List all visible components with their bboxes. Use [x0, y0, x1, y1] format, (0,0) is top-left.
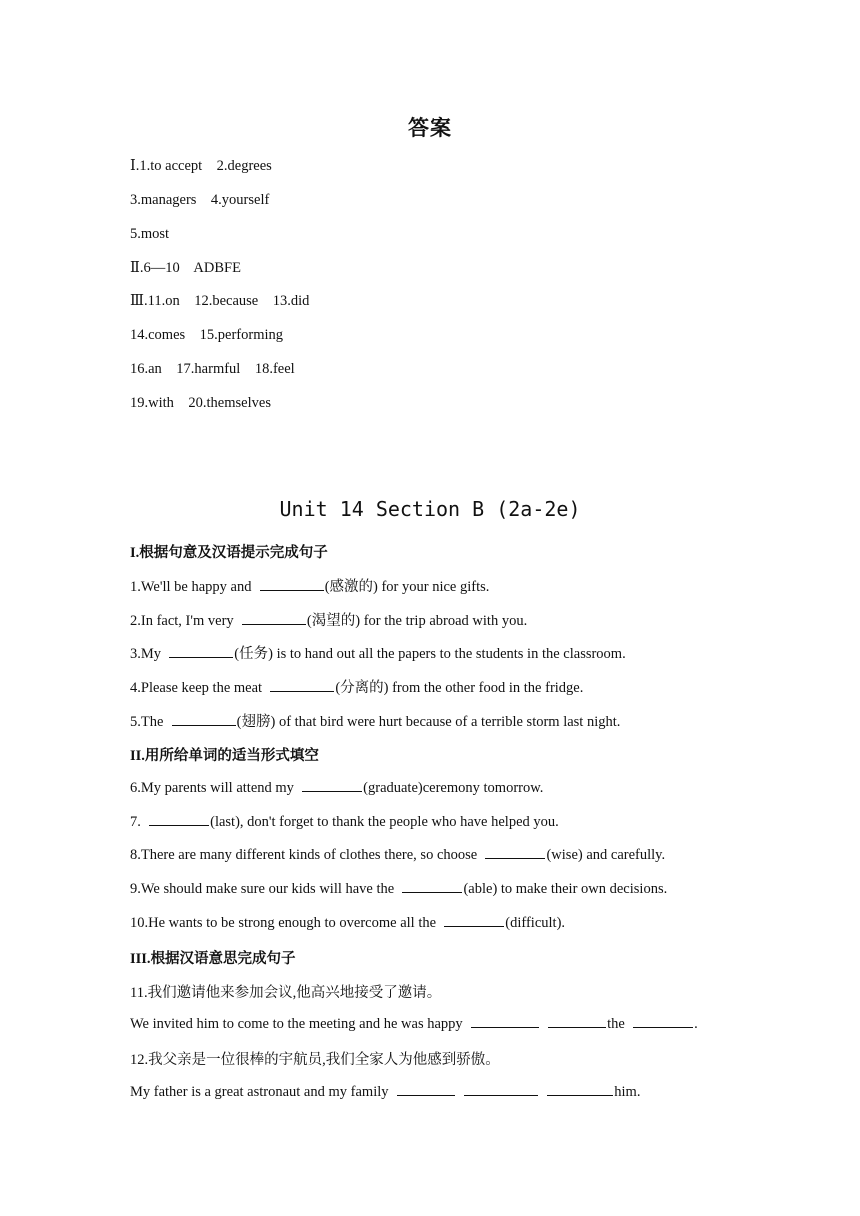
section-heading — [130, 541, 328, 562]
question-text: 7. — [130, 814, 149, 830]
question-line — [130, 1082, 640, 1101]
answer-line: Ⅰ.1.to accept 2.degrees — [130, 158, 272, 174]
question-text: him. — [614, 1084, 641, 1100]
question-text: (翅膀) of that bird were hurt because of a terrible storm last night. — [236, 714, 621, 730]
section-heading — [130, 947, 296, 968]
answer-blank[interactable] — [397, 1082, 455, 1096]
question-line — [130, 1014, 698, 1033]
section-heading-text: 用所给单词的适当形式填空 — [144, 748, 319, 764]
question-text: My father is a great astronaut and my family — [130, 1084, 396, 1100]
answer-blank[interactable] — [402, 879, 462, 893]
question-chinese: 12.我父亲是一位很棒的宇航员,我们全家人为他感到骄傲。 — [130, 1052, 500, 1068]
answer-blank[interactable] — [548, 1014, 606, 1028]
question-text: (感激的) for your nice gifts. — [324, 579, 490, 595]
question-text: (渴望的) for the trip abroad with you. — [306, 613, 528, 629]
section-heading — [130, 744, 319, 765]
question-text: 8.There are many different kinds of clothes there, so choose — [130, 847, 485, 863]
section-heading-text: 根据句意及汉语提示完成句子 — [139, 545, 328, 561]
question-line — [130, 778, 543, 797]
question-text: (任务) is to hand out all the papers to the students in the classroom. — [234, 646, 626, 662]
question-text: We invited him to come to the meeting and he was happy — [130, 1016, 470, 1032]
question-line — [130, 676, 583, 697]
question-text: 6.My parents will attend my — [130, 780, 302, 796]
answer-title: 答案 — [408, 116, 452, 140]
answer-blank[interactable] — [169, 644, 233, 658]
question-text: (分离的) from the other food in the fridge. — [335, 680, 584, 696]
answer-line: 16.an 17.harmful 18.feel — [130, 361, 295, 377]
question-line — [130, 575, 489, 596]
question-line — [130, 642, 626, 663]
question-line — [130, 812, 559, 831]
question-line — [130, 845, 665, 864]
answer-line: Ⅱ.6—10 ADBFE — [130, 260, 241, 276]
section-number: III. — [130, 951, 151, 967]
answer-blank[interactable] — [444, 913, 504, 927]
question-text: . — [694, 1016, 698, 1032]
answer-line: 5.most — [130, 226, 170, 242]
answer-line: 14.comes 15.performing — [130, 327, 284, 343]
answer-blank[interactable] — [270, 678, 334, 692]
answer-blank[interactable] — [633, 1014, 693, 1028]
question-chinese: 11.我们邀请他来参加会议,他高兴地接受了邀请。 — [130, 985, 442, 1001]
answer-line: 3.managers 4.yourself — [130, 192, 270, 208]
answer-blank[interactable] — [260, 577, 324, 591]
question-text: 9.We should make sure our kids will have the — [130, 881, 402, 897]
question-text: 2.In fact, I'm very — [130, 613, 241, 629]
question-line — [130, 710, 620, 731]
answer-blank[interactable] — [547, 1082, 613, 1096]
question-text: 5.The — [130, 714, 171, 730]
answer-blank[interactable] — [242, 611, 306, 625]
question-line — [130, 913, 565, 932]
answer-blank[interactable] — [471, 1014, 539, 1028]
question-text: (difficult). — [505, 915, 566, 931]
question-text: 4.Please keep the meat — [130, 680, 270, 696]
section-heading-text: 根据汉语意思完成句子 — [150, 951, 296, 967]
question-text: (graduate)ceremony tomorrow. — [363, 780, 544, 796]
unit-title: Unit 14 Section B (2a-2e) — [279, 497, 581, 521]
section-number: II. — [130, 748, 145, 764]
answer-blank[interactable] — [464, 1082, 538, 1096]
question-text: the — [607, 1016, 633, 1032]
question-line — [130, 879, 667, 898]
answer-blank[interactable] — [172, 712, 236, 726]
answer-blank[interactable] — [302, 778, 362, 792]
question-text: (wise) and carefully. — [546, 847, 666, 863]
answer-blank[interactable] — [149, 812, 209, 826]
question-text: (able) to make their own decisions. — [463, 881, 668, 897]
question-text: 10.He wants to be strong enough to overcome all the — [130, 915, 444, 931]
section-number: I. — [130, 545, 140, 561]
question-text: 3.My — [130, 646, 169, 662]
question-text: 1.We'll be happy and — [130, 579, 259, 595]
question-line — [130, 609, 527, 630]
answer-line: Ⅲ.11.on 12.because 13.did — [130, 293, 310, 309]
answer-blank[interactable] — [485, 845, 545, 859]
question-text: (last), don't forget to thank the people who have helped you. — [210, 814, 559, 830]
answer-line: 19.with 20.themselves — [130, 395, 271, 411]
